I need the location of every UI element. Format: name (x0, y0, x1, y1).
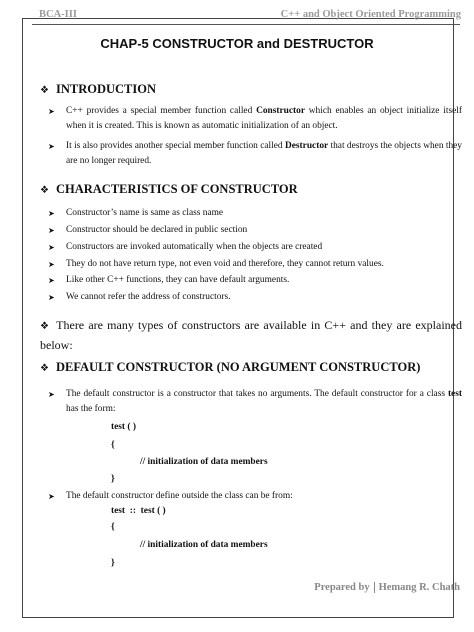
footer-prefix: Prepared by (314, 582, 370, 593)
intro-text: which enables an object initialize itself when it is created. This is known as automatic initialization of an object. (66, 106, 462, 131)
characteristic-item (48, 206, 462, 221)
arrow-bullet-icon: ➤ (48, 209, 55, 218)
section-heading-text: CHARACTERISTICS OF CONSTRUCTOR (55, 182, 298, 196)
intro-text: that destroys the objects when they are no longer required. (66, 141, 462, 166)
diamond-bullet-icon: ❖ (40, 85, 49, 96)
arrow-bullet-icon: ➤ (48, 492, 55, 501)
header-subject: C++ and Object Oriented Programming (280, 9, 461, 20)
code-line: { (111, 522, 115, 532)
characteristic-item (48, 223, 462, 238)
section-heading-introduction (40, 82, 156, 97)
arrow-bullet-icon: ➤ (48, 276, 55, 285)
default-constructor-text: The default constructor is a constructor that takes no arguments. The default constructor for a class (66, 389, 448, 399)
types-note (40, 316, 462, 354)
diamond-bullet-icon: ❖ (40, 185, 49, 196)
intro-term: Constructor (256, 106, 306, 116)
header-divider (32, 24, 460, 25)
arrow-bullet-icon: ➤ (48, 293, 55, 302)
footer-credit (314, 582, 460, 593)
default-constructor-item-1 (48, 387, 462, 417)
section-heading-text: DEFAULT CONSTRUCTOR (NO ARGUMENT CONSTRUCTOR) (55, 360, 421, 374)
types-note-text: There are many types of constructors are available in C++ and they are explained below: (40, 318, 462, 352)
code-line: } (111, 474, 115, 484)
page-title: CHAP-5 CONSTRUCTOR and DESTRUCTOR (100, 36, 374, 51)
characteristic-text: They do not have return type, not even void and therefore, they cannot return values. (66, 259, 384, 269)
intro-text: C++ provides a special member function called (66, 106, 257, 116)
diamond-bullet-icon: ❖ (40, 321, 51, 332)
characteristic-text: Constructor’s name is same as class name (66, 208, 224, 218)
class-name: test (447, 389, 462, 399)
section-heading-text: INTRODUCTION (55, 82, 156, 96)
intro-term: Destructor (284, 141, 329, 151)
diamond-bullet-icon: ❖ (40, 363, 49, 374)
code-line: // initialization of data members (140, 540, 268, 550)
code-line: test ( ) (111, 422, 136, 432)
characteristic-text: Constructors are invoked automatically when the objects are created (66, 242, 323, 252)
code-line: test :: test ( ) (111, 506, 166, 516)
code-line: { (111, 440, 115, 450)
arrow-bullet-icon: ➤ (48, 142, 55, 151)
footer-divider (374, 582, 375, 593)
header-course: BCA-III (39, 9, 77, 20)
default-constructor-text: The default constructor define outside the class can be from: (66, 491, 293, 501)
characteristic-item (48, 240, 462, 255)
characteristic-item (48, 257, 462, 272)
code-line: } (111, 558, 115, 568)
characteristic-item (48, 290, 462, 305)
default-constructor-text: has the form: (66, 404, 116, 414)
default-constructor-item-2 (48, 489, 462, 504)
intro-item-2 (48, 139, 462, 169)
arrow-bullet-icon: ➤ (48, 243, 55, 252)
characteristic-text: Constructor should be declared in public section (66, 225, 248, 235)
characteristic-item (48, 273, 462, 288)
arrow-bullet-icon: ➤ (48, 390, 55, 399)
author-name: Hemang R. Chath (378, 582, 460, 593)
code-line: // initialization of data members (140, 457, 268, 467)
intro-item-1 (48, 104, 462, 134)
arrow-bullet-icon: ➤ (48, 260, 55, 269)
section-heading-characteristics (40, 182, 298, 197)
arrow-bullet-icon: ➤ (48, 226, 55, 235)
section-heading-default-constructor (40, 360, 420, 375)
characteristic-text: We cannot refer the address of constructors. (66, 292, 231, 302)
characteristic-text: Like other C++ functions, they can have default arguments. (66, 275, 290, 285)
arrow-bullet-icon: ➤ (48, 107, 55, 116)
intro-text: It is also provides another special member function called (66, 141, 285, 151)
